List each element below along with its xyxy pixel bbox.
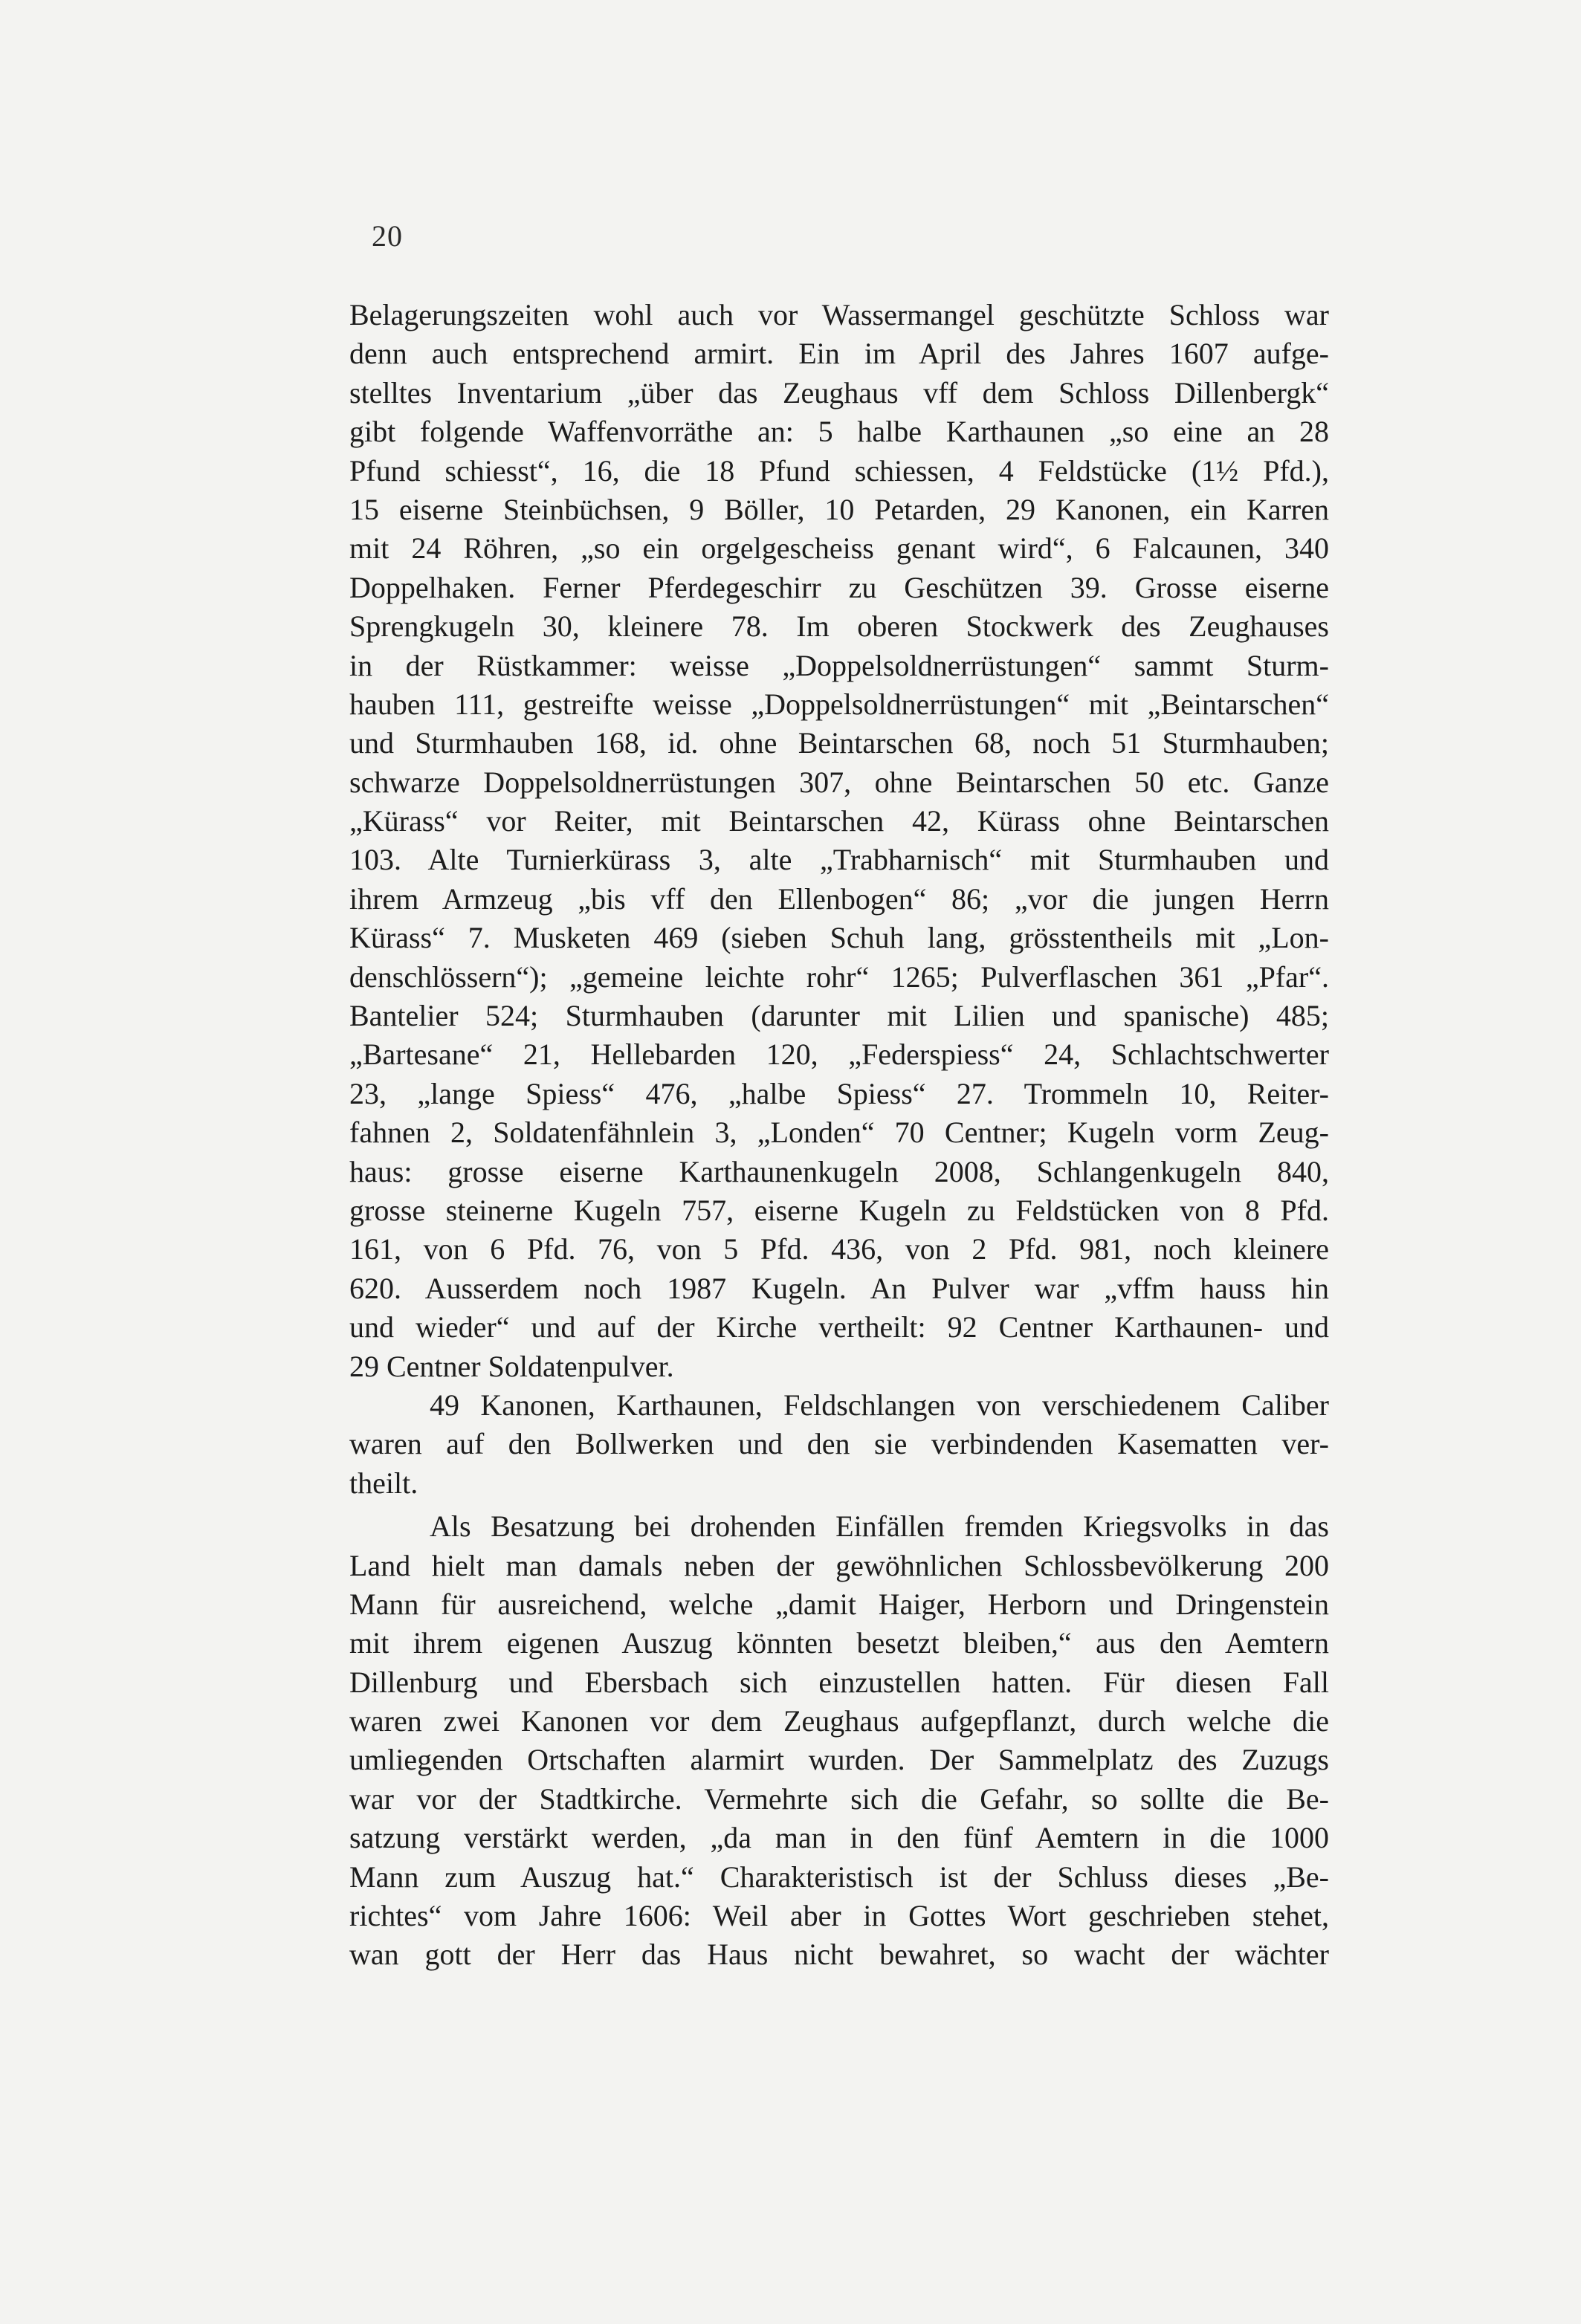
text-line: 29 Centner Soldatenpulver. [349, 1349, 674, 1383]
text-line: Kürass“ 7. Musketen 469 (sieben Schuh lang, grösstentheils mit „Lon- [349, 921, 1329, 955]
text-line: ihrem Armzeug „bis vff den Ellenbogen“ 86; „vor die jungen Herrn [349, 881, 1329, 916]
text-line: richtes“ vom Jahre 1606: Weil aber in Gottes Wort geschrieben stehet, [349, 1899, 1329, 1933]
text-line: „Kürass“ vor Reiter, mit Beintarschen 42, Kürass ohne Beintarschen [349, 804, 1329, 838]
text-line: und wieder“ und auf der Kirche vertheilt: 92 Centner Karthaunen- und [349, 1310, 1329, 1344]
text-line: denschlössern“); „gemeine leichte rohr“ 1265; Pulverflaschen 361 „Pfar“. [349, 959, 1329, 994]
text-line: denn auch entsprechend armirt. Ein im April des Jahres 1607 aufge- [349, 337, 1329, 371]
text-line: 103. Alte Turnierkürass 3, alte „Trabharnisch“ mit Sturmhauben und [349, 843, 1329, 877]
text-line: Dillenburg und Ebersbach sich einzustellen hatten. Für diesen Fall [349, 1665, 1329, 1699]
body-text [349, 296, 1329, 1975]
text-line: hauben 111, gestreifte weisse „Doppelsoldnerrüstungen“ mit „Beintarschen“ [349, 687, 1329, 721]
text-line: war vor der Stadtkirche. Vermehrte sich die Gefahr, so sollte die Be- [349, 1781, 1329, 1816]
text-line: „Bartesane“ 21, Hellebarden 120, „Federspiess“ 24, Schlachtschwerter [349, 1038, 1329, 1072]
text-line: haus: grosse eiserne Karthaunenkugeln 2008, Schlangenkugeln 840, [349, 1154, 1329, 1188]
paragraph-first-line: 49 Kanonen, Karthaunen, Feldschlangen von verschiedenem Caliber [430, 1388, 1329, 1422]
text-line: wan gott der Herr das Haus nicht bewahret, so wacht der wächter [349, 1938, 1329, 1972]
text-line: Mann für ausreichend, welche „damit Haiger, Herborn und Dringenstein [349, 1587, 1329, 1621]
text-line: stelltes Inventarium „über das Zeughaus vff dem Schloss Dillenbergk“ [349, 375, 1329, 410]
text-line: Bantelier 524; Sturmhauben (darunter mit Lilien und spanische) 485; [349, 999, 1329, 1033]
text-line: und Sturmhauben 168, id. ohne Beintarschen 68, noch 51 Sturmhauben; [349, 726, 1329, 760]
text-line: umliegenden Ortschaften alarmirt wurden. Der Sammelplatz des Zuzugs [349, 1743, 1329, 1777]
text-line: waren zwei Kanonen vor dem Zeughaus aufgepflanzt, durch welche die [349, 1704, 1329, 1738]
text-line: mit 24 Röhren, „so ein orgelgescheiss genant wird“, 6 Falcaunen, 340 [349, 531, 1329, 566]
text-line: waren auf den Bollwerken und den sie verbindenden Kasematten ver- [349, 1427, 1329, 1461]
text-line: Sprengkugeln 30, kleinere 78. Im oberen Stockwerk des Zeughauses [349, 609, 1329, 644]
text-line: satzung verstärkt werden, „da man in den fünf Aemtern in die 1000 [349, 1821, 1329, 1855]
page-number: 20 [372, 219, 403, 253]
text-line: fahnen 2, Soldatenfähnlein 3, „Londen“ 70 Centner; Kugeln vorm Zeug- [349, 1116, 1329, 1150]
text-line: in der Rüstkammer: weisse „Doppelsoldnerrüstungen“ sammt Sturm- [349, 648, 1329, 682]
paragraph-first-line: Als Besatzung bei drohenden Einfällen fremden Kriegsvolks in das [430, 1509, 1329, 1544]
text-line: 15 eiserne Steinbüchsen, 9 Böller, 10 Petarden, 29 Kanonen, ein Karren [349, 492, 1329, 526]
text-line: gibt folgende Waffenvorräthe an: 5 halbe Karthaunen „so eine an 28 [349, 415, 1329, 449]
text-line: grosse steinerne Kugeln 757, eiserne Kugeln zu Feldstücken von 8 Pfd. [349, 1193, 1329, 1227]
text-line: Belagerungszeiten wohl auch vor Wassermangel geschützte Schloss war [349, 298, 1329, 331]
text-line: schwarze Doppelsoldnerrüstungen 307, ohne Beintarschen 50 etc. Ganze [349, 765, 1329, 799]
text-line: 620. Ausserdem noch 1987 Kugeln. An Pulver war „vffm hauss hin [349, 1271, 1329, 1305]
text-line: Mann zum Auszug hat.“ Charakteristisch ist der Schluss dieses „Be- [349, 1859, 1329, 1894]
text-line: 23, „lange Spiess“ 476, „halbe Spiess“ 27. Trommeln 10, Reiter- [349, 1076, 1329, 1110]
text-line: theilt. [349, 1466, 418, 1500]
text-line: Doppelhaken. Ferner Pferdegeschirr zu Geschützen 39. Grosse eiserne [349, 570, 1329, 604]
text-line: 161, von 6 Pfd. 76, von 5 Pfd. 436, von 2 Pfd. 981, noch kleinere [349, 1232, 1329, 1266]
text-line: Pfund schiesst“, 16, die 18 Pfund schiessen, 4 Feldstücke (1½ Pfd.), [349, 453, 1329, 488]
text-line: mit ihrem eigenen Auszug könnten besetzt bleiben,“ aus den Aemtern [349, 1626, 1329, 1660]
text-line: Land hielt man damals neben der gewöhnlichen Schlossbevölkerung 200 [349, 1548, 1329, 1582]
